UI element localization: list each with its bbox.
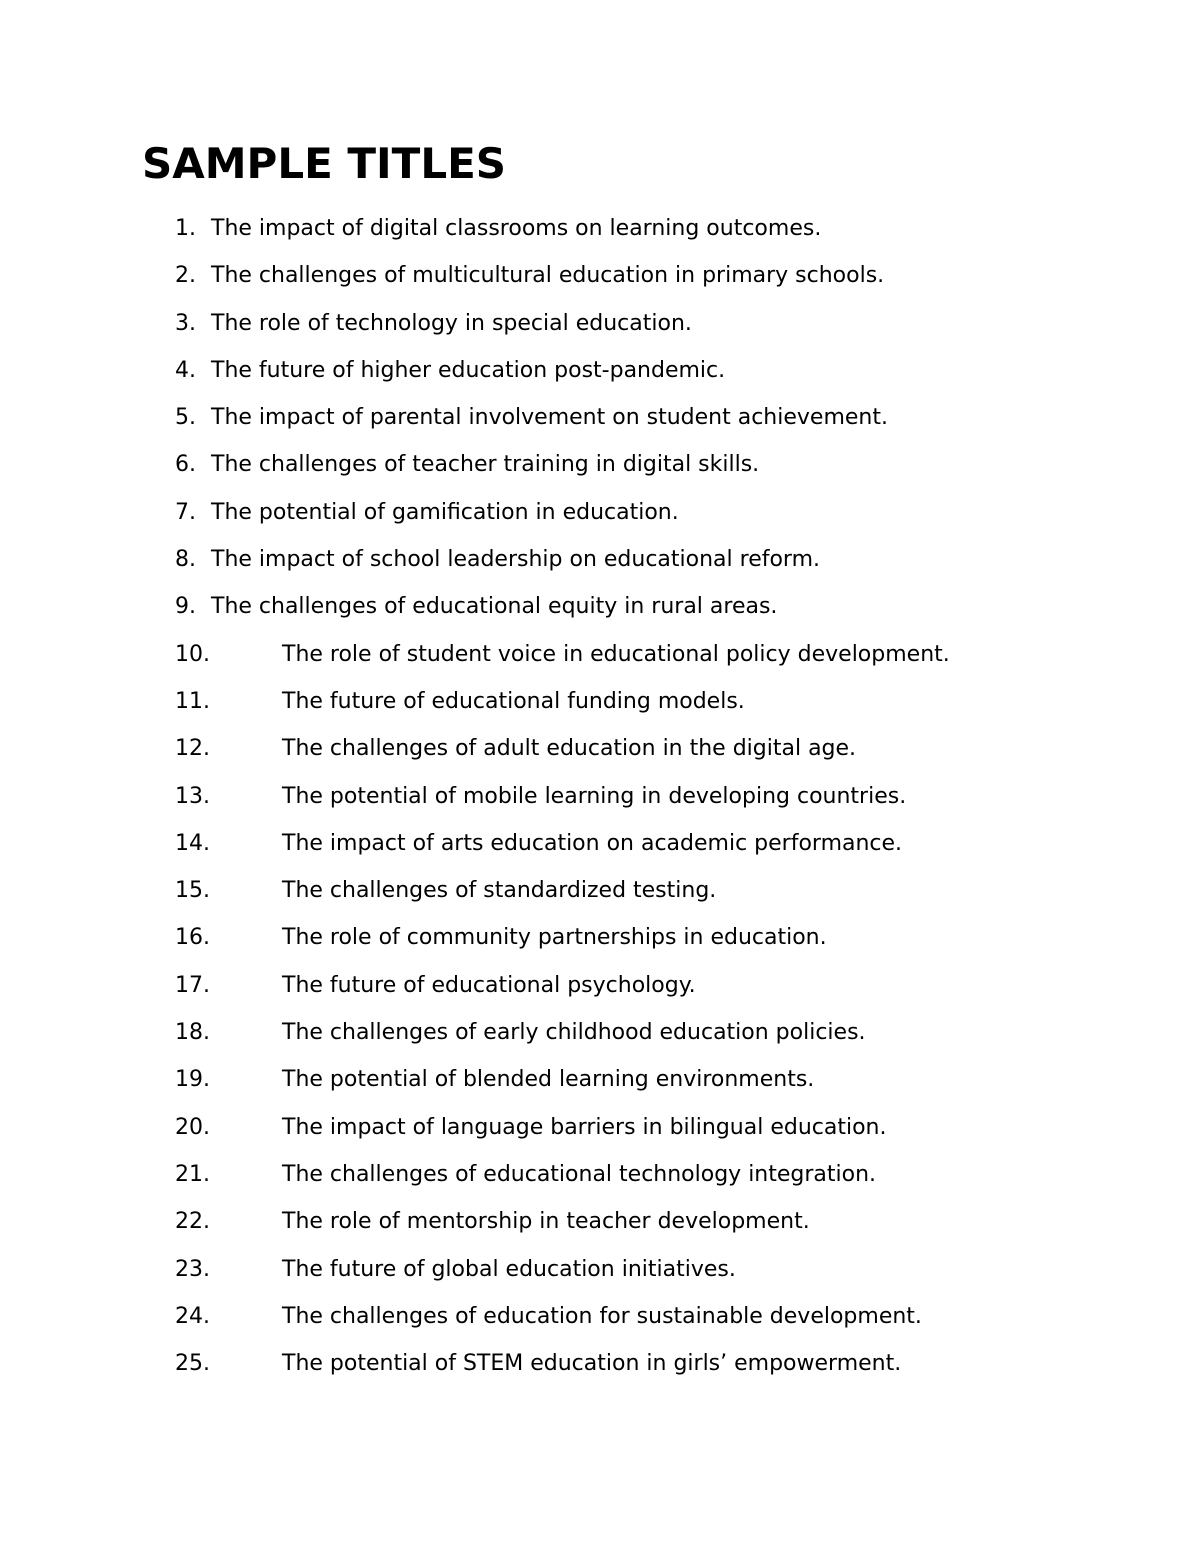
- item-text: The potential of blended learning environments.: [282, 1067, 815, 1093]
- list-item: [0, 259, 1200, 306]
- item-number: 3.: [175, 310, 196, 336]
- item-text: The future of educational psychology.: [282, 972, 696, 998]
- item-number: 14.: [175, 830, 210, 856]
- item-text: The challenges of educational equity in rural areas.: [211, 594, 778, 620]
- item-number: 25.: [175, 1351, 210, 1377]
- item-number: 9.: [175, 594, 196, 620]
- item-number: 20.: [175, 1114, 210, 1140]
- item-number: 24.: [175, 1303, 210, 1329]
- item-text: The potential of mobile learning in developing countries.: [282, 783, 907, 809]
- item-text: The impact of arts education on academic performance.: [282, 830, 903, 856]
- item-text: The impact of parental involvement on student achievement.: [211, 405, 888, 431]
- item-text: The challenges of standardized testing.: [282, 878, 717, 904]
- item-text: The future of higher education post-pandemic.: [211, 357, 726, 383]
- item-number: 10.: [175, 641, 210, 667]
- item-number: 1.: [175, 216, 196, 241]
- list-item: [0, 448, 1200, 495]
- list-item: [0, 874, 1200, 921]
- item-number: 22.: [175, 1209, 210, 1235]
- item-number: 4.: [175, 357, 196, 383]
- list-item: [0, 1253, 1200, 1300]
- item-text: The potential of gamification in education.: [211, 499, 679, 525]
- list-item: [0, 685, 1200, 732]
- list-item: [0, 1347, 1200, 1394]
- list-item: [0, 1300, 1200, 1347]
- item-text: The challenges of educational technology integration.: [282, 1161, 877, 1187]
- item-text: The challenges of education for sustainable development.: [282, 1303, 922, 1329]
- item-text: The impact of language barriers in bilingual education.: [282, 1114, 887, 1140]
- list-item: [0, 921, 1200, 968]
- list-item: [0, 307, 1200, 354]
- list-item: [0, 401, 1200, 448]
- list-item: [0, 590, 1200, 637]
- item-number: 12.: [175, 736, 210, 762]
- list-item: [0, 543, 1200, 590]
- page-title: SAMPLE TITLES: [142, 139, 507, 188]
- item-number: 21.: [175, 1161, 210, 1187]
- item-text: The challenges of early childhood education policies.: [282, 1020, 866, 1046]
- item-number: 15.: [175, 878, 210, 904]
- item-number: 16.: [175, 925, 210, 951]
- item-text: The role of technology in special education.: [211, 310, 692, 336]
- list-item: [0, 212, 1200, 259]
- list-item: [0, 1063, 1200, 1110]
- item-text: The role of mentorship in teacher development.: [282, 1209, 810, 1235]
- item-text: The role of student voice in educational policy development.: [282, 641, 950, 667]
- item-number: 8.: [175, 547, 196, 573]
- item-number: 7.: [175, 499, 196, 525]
- list-item: [0, 780, 1200, 827]
- item-number: 17.: [175, 972, 210, 998]
- list-item: [0, 827, 1200, 874]
- item-text: The challenges of adult education in the digital age.: [282, 736, 857, 762]
- list-item: [0, 1111, 1200, 1158]
- list-item: [0, 1158, 1200, 1205]
- item-text: The role of community partnerships in education.: [282, 925, 827, 951]
- list-item: [0, 969, 1200, 1016]
- item-number: 6.: [175, 452, 196, 478]
- list-item: [0, 732, 1200, 779]
- list-item: [0, 1016, 1200, 1063]
- sample-titles-list: [0, 212, 1200, 1394]
- item-text: The potential of STEM education in girls’ empowerment.: [282, 1351, 902, 1377]
- item-number: 23.: [175, 1256, 210, 1282]
- item-text: The impact of school leadership on educational reform.: [211, 547, 821, 573]
- list-item: [0, 1205, 1200, 1252]
- item-number: 5.: [175, 405, 196, 431]
- item-text: The challenges of teacher training in digital skills.: [211, 452, 760, 478]
- item-number: 13.: [175, 783, 210, 809]
- list-item: [0, 496, 1200, 543]
- item-number: 18.: [175, 1020, 210, 1046]
- item-text: The future of global education initiatives.: [282, 1256, 736, 1282]
- list-item: [0, 354, 1200, 401]
- item-text: The future of educational funding models.: [282, 688, 745, 714]
- item-text: The impact of digital classrooms on learning outcomes.: [211, 216, 822, 241]
- item-number: 19.: [175, 1067, 210, 1093]
- item-text: The challenges of multicultural education in primary schools.: [211, 263, 885, 289]
- item-number: 11.: [175, 688, 210, 714]
- item-number: 2.: [175, 263, 196, 289]
- list-item: [0, 638, 1200, 685]
